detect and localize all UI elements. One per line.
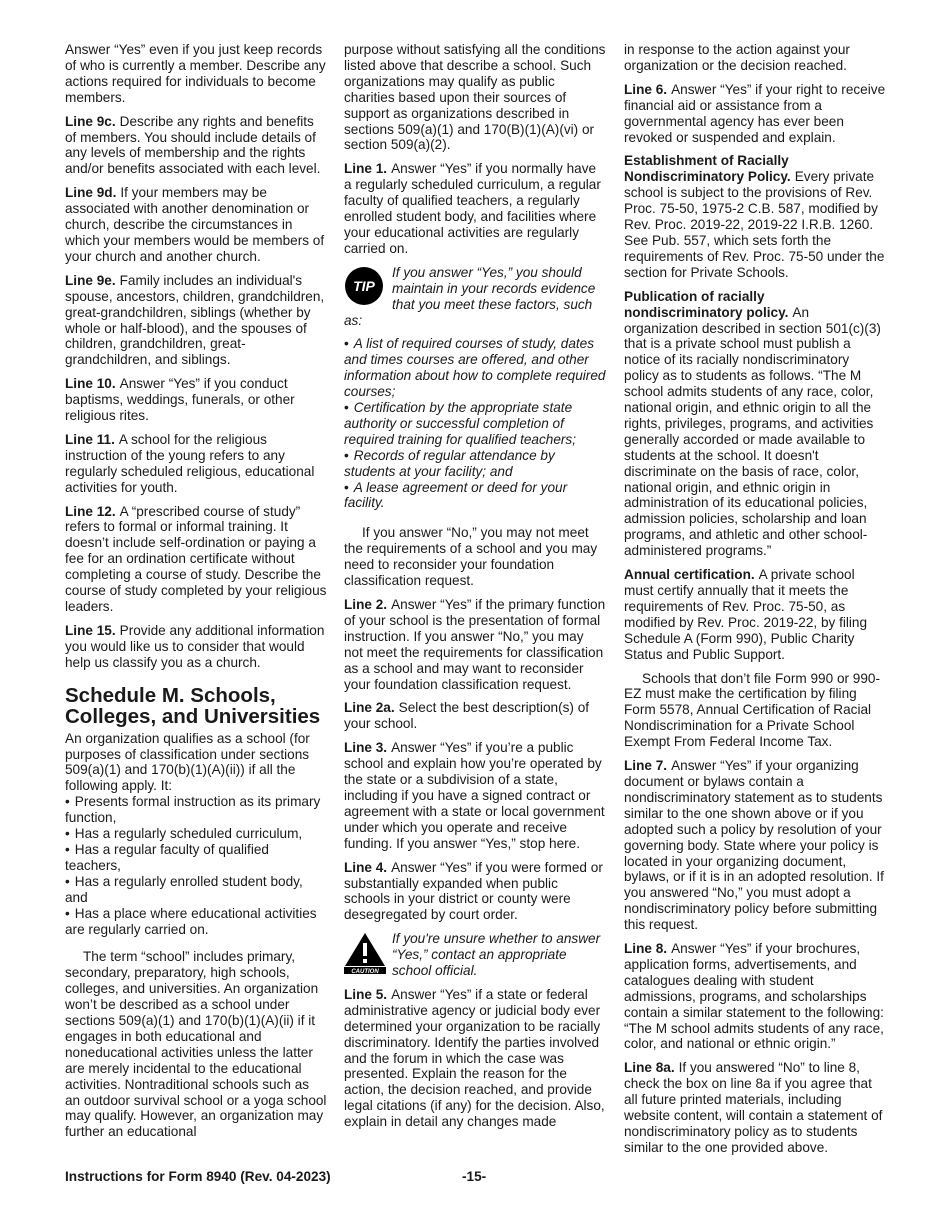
publication-text: An organization described in section 501(c)(3) that is a private school must publish a notice of its racially nondiscriminatory policy as to students as follows. “The M school admits students of any race, color, national origin, and ethnic origin to all the rights, privileges, programs, and activities generally accorded or made available to students at the school. It doesn't discriminate on the basis of race, color, national origin, and ethnic origin in administration of its educational policies, admission policies, scholarship and loan programs, and athletic and other school-administered programs.” — [624, 304, 881, 559]
line-9e-paragraph — [65, 273, 327, 368]
line-11-text: A school for the religious instruction of the young refers to any regularly scheduled religious, educational activities for youth. — [65, 431, 315, 495]
tip-icon-label: TIP — [353, 277, 375, 294]
line-2-text: Answer “Yes” if the primary function of your school is the presentation of formal instruction. If you answer “No,” you may not meet the requirements for classification as a school and may want to reconsider your foundation classification request. — [344, 597, 606, 692]
list-item: • A list of required courses of study, dates and times courses are offered, and other information about how to complete required courses; — [344, 336, 606, 400]
caution-note — [344, 931, 606, 979]
line-4-paragraph — [344, 860, 606, 924]
line-12-text: A “prescribed course of study” refers to formal or informal training. It doesn’t include self-ordination or paying a fee for an ordination certificate without completing a course of study. Describe the course of study completed by your religious leaders. — [65, 503, 327, 614]
line-9c-text: Describe any rights and benefits of members. You should include details of any levels of membership and the rights and/or benefits associated with each level. — [65, 113, 321, 177]
school-criteria-list — [65, 794, 327, 937]
list-item: • Presents formal instruction as its primary function, — [65, 794, 327, 826]
line-5-paragraph — [344, 987, 606, 1130]
list-item: • Records of regular attendance by students at your facility; and — [344, 448, 606, 480]
line-9d-text: If your members may be associated with another denomination or church, describe the circumstances in which your members would be members of your church and another church. — [65, 185, 325, 264]
line-10-text: Answer “Yes” if you conduct baptisms, weddings, funerals, or other religious rites. — [65, 376, 295, 424]
annual-certification-paragraph — [624, 567, 886, 662]
footer-page-number: -15- — [462, 1169, 487, 1184]
line-1-label: Line 1. — [344, 161, 388, 177]
line-10-paragraph — [65, 376, 327, 424]
caution-icon-label: CAUTION — [351, 969, 379, 975]
line-8a-text: If you answered “No” to line 8, check the box on line 8a if you agree that all future printed materials, including website content, will contain a statement of nondiscriminatory policy as to students similar to the one provided above. — [624, 1060, 883, 1155]
line-3-paragraph — [344, 740, 606, 851]
caution-icon — [344, 932, 386, 974]
line-5-text: Answer “Yes” if a state or federal administrative agency or judicial body ever determined your organization to be racially discriminatory. Identify the parties involved and the forum in which the case was presented. Explain the reason for the action, the decision reached, and provide legal citations (if any) for the decision. Also, explain in detail any changes made — [344, 986, 605, 1130]
line-12-paragraph — [65, 504, 327, 615]
tip-icon — [344, 266, 384, 306]
line-2a-label: Line 2a. — [344, 700, 395, 716]
establishment-paragraph — [624, 153, 886, 280]
line-9e-text: Family includes an individual's spouse, ancestors, children, grandchildren, great-grandchildren, siblings (whether by whole or half-blood), and the spouses of children, grandchildren, great-grandchildren, and siblings. — [65, 272, 325, 368]
line-12-label: Line 12. — [65, 503, 116, 519]
line-8-text: Answer “Yes” if your brochures, application forms, advertisements, and catalogues dealing with student admissions, programs, and scholarships contain a similar statement to the following: “The M school admits students of any race, color, and national or ethnic origin.” — [624, 941, 884, 1052]
list-item: • Certification by the appropriate state authority or successful completion of required training for qualified teachers; — [344, 400, 606, 448]
list-item: • A lease agreement or deed for your facility. — [344, 480, 606, 512]
line-6-label: Line 6. — [624, 81, 668, 97]
list-item: • Has a regular faculty of qualified teachers, — [65, 842, 327, 874]
list-item: • Has a regularly enrolled student body, and — [65, 874, 327, 906]
schedule-m-intro: An organization qualifies as a school (for purposes of classification under sections 509(a)(1) and 170(b)(1)(A)(ii)) if all the following apply. It: — [65, 730, 310, 794]
line-6-text: Answer “Yes” if your right to receive financial aid or assistance from a governmental agency has ever been revoked or suspended and explain. — [624, 81, 886, 145]
line-4-text: Answer “Yes” if you were formed or substantially expanded when public schools in your district or county were desegregated by court order. — [344, 859, 603, 923]
establishment-text: Every private school is subject to the provisions of Rev. Proc. 75-50, 1975-2 C.B. 587, modified by Rev. Proc. 2019-22, 2019-22 I.R.B. 1260. See Pub. 557, which sets forth the requirements of Rev. Proc. 75-50 under the section for Private Schools. — [624, 169, 885, 280]
paragraph-educational-purpose: purpose without satisfying all the conditions listed above that describe a school. Such organizations may qualify as public charities based upon their sources of support as organizations described in sections 509(a)(1) and 170(B)(1)(A)(vi) or section 509(a)(2). — [344, 42, 606, 153]
tip-note — [344, 265, 606, 329]
line-7-label: Line 7. — [624, 758, 668, 774]
line-15-text: Provide any additional information you would like us to consider that would help us classify you as a church. — [65, 622, 325, 670]
line-1-paragraph — [344, 161, 606, 256]
line-6-paragraph — [624, 82, 886, 146]
line-15-label: Line 15. — [65, 622, 116, 638]
line-3-label: Line 3. — [344, 740, 388, 756]
column-right — [624, 42, 886, 1164]
line-15-paragraph — [65, 623, 327, 671]
line-3-text: Answer “Yes” if you’re a public school and explain how you’re operated by the state or a subdivision of a state, including if you have a signed contract or agreement with a state or local government under which you operate and receive funding. If you answer “Yes,” stop here. — [344, 740, 605, 851]
footer-form-title: Instructions for Form 8940 (Rev. 04-2023) — [65, 1169, 331, 1184]
tip-evidence-list — [344, 336, 606, 511]
line-9e-label: Line 9e. — [65, 272, 116, 288]
line-2a-paragraph — [344, 700, 606, 732]
publication-paragraph — [624, 289, 886, 559]
line-8-paragraph — [624, 941, 886, 1052]
column-left — [65, 42, 327, 1148]
line-9d-label: Line 9d. — [65, 185, 117, 201]
line-9d-paragraph — [65, 185, 327, 265]
line-9c-label: Line 9c. — [65, 113, 116, 129]
line-1-text: Answer “Yes” if you normally have a regularly scheduled curriculum, a regular faculty of qualified teachers, a regularly enrolled student body, and facilities where your educational activities are regularly carried on. — [344, 161, 601, 256]
line-8-label: Line 8. — [624, 941, 668, 957]
section-heading-schedule-m: Schedule M. Schools, Colleges, and Universities — [65, 683, 321, 728]
line-5-label: Line 5. — [344, 986, 388, 1002]
paragraph-answer-no: If you answer “No,” you may not meet the requirements of a school and you may need to reconsider your foundation classification request. — [344, 525, 598, 589]
paragraph-response-continuation: in response to the action against your organization or the decision reached. — [624, 42, 850, 73]
line-10-label: Line 10. — [65, 376, 116, 392]
establishment-heading: Establishment of Racially Nondiscriminatory Policy. — [624, 153, 791, 185]
line-9c-paragraph — [65, 114, 327, 178]
annual-certification-heading: Annual certification. — [624, 567, 755, 583]
line-4-label: Line 4. — [344, 859, 388, 875]
tip-text: If you answer “Yes,” you should maintain in your records evidence that you meet these factors, such as: — [344, 264, 596, 328]
line-11-paragraph — [65, 432, 327, 496]
caution-text: If you're unsure whether to answer “Yes,” contact an appropriate school official. — [392, 931, 601, 979]
publication-heading: Publication of racially nondiscriminatory policy. — [624, 288, 789, 320]
line-2-paragraph — [344, 597, 606, 692]
list-item: • Has a place where educational activities are regularly carried on. — [65, 906, 327, 938]
line-8a-paragraph — [624, 1060, 886, 1155]
paragraph-membership-records: Answer “Yes” even if you just keep records of who is currently a member. Describe any actions required for individuals to become members. — [65, 42, 326, 105]
paragraph-form-5578: Schools that don’t file Form 990 or 990-EZ must make the certification by filing Form 5578, Annual Certification of Racial Nondiscrimination for a Private School Exempt From Federal Income Tax. — [624, 670, 881, 750]
line-7-paragraph — [624, 758, 886, 933]
line-11-label: Line 11. — [65, 431, 115, 447]
column-middle — [344, 42, 606, 1138]
line-2-label: Line 2. — [344, 597, 388, 612]
line-7-text: Answer “Yes” if your organizing document or bylaws contain a nondiscriminatory statement as to students similar to the one shown above or if you adopted such a policy by resolution of your governing body. State where your policy is located in your organizing document, bylaws, or if it is in an adopted resolution. If you answered “No,” you must adopt a nondiscriminatory policy before submitting this request. — [624, 758, 884, 933]
line-2a-text: Select the best description(s) of your school. — [344, 700, 590, 732]
line-8a-label: Line 8a. — [624, 1060, 675, 1076]
annual-certification-text: A private school must certify annually that it meets the requirements of Rev. Proc. 75-50, as modified by Rev. Proc. 2019-22, by filing Schedule A (Form 990), Public Charity Status and Public Support. — [624, 567, 868, 662]
list-item: • Has a regularly scheduled curriculum, — [65, 826, 327, 842]
paragraph-school-definition: The term “school” includes primary, secondary, preparatory, high schools, colleges, and universities. An organization won’t be described as a school under sections 509(a)(1) and 170(b)(1)(A)(ii) if it engages in both educational and noneducational activities unless the latter are merely incidental to the educational activities. Nontraditional schools such as an outdoor survival school or a yoga school may qualify. However, an organization may further an educational — [65, 949, 327, 1140]
